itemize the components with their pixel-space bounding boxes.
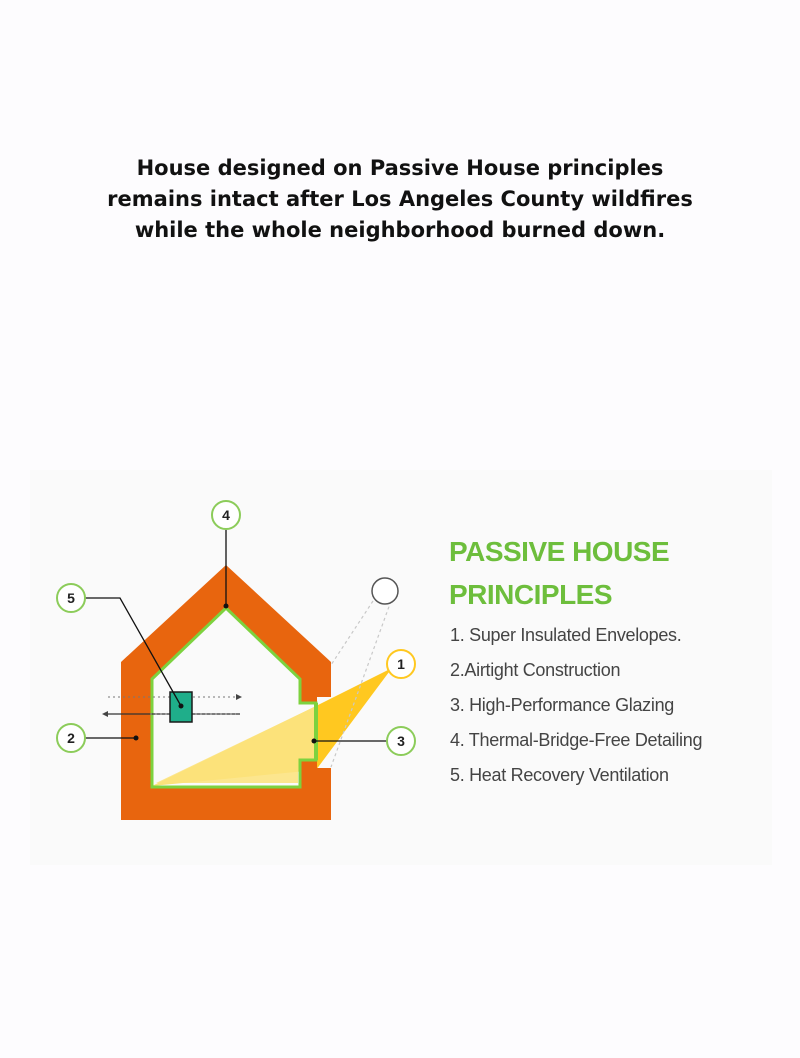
callout-number-1: 1 <box>397 656 405 672</box>
faint-sun-ray-top <box>331 601 373 665</box>
principles-title-line-2: PRINCIPLES <box>449 579 613 610</box>
principle-item-3: 3. High-Performance Glazing <box>450 695 675 715</box>
callout-number-2: 2 <box>67 730 75 746</box>
principles-title-line-1: PASSIVE HOUSE <box>449 536 670 567</box>
caption-line-2: remains intact after Los Angeles County wildfires <box>107 187 693 211</box>
leader-dot-4 <box>224 604 229 609</box>
caption-line-1: House designed on Passive House principles <box>136 156 664 180</box>
callout-number-4: 4 <box>222 507 230 523</box>
caption-line-3: while the whole neighborhood burned down. <box>134 218 666 242</box>
faint-sun-icon <box>372 578 398 604</box>
callout-number-3: 3 <box>397 733 405 749</box>
principles-title <box>449 530 669 616</box>
callout-number-5: 5 <box>67 590 75 606</box>
leader-dot-5 <box>179 704 184 709</box>
principle-item-4: 4. Thermal-Bridge-Free Detailing <box>450 730 703 750</box>
callout-5 <box>57 584 85 612</box>
principle-item-5: 5. Heat Recovery Ventilation <box>450 765 669 785</box>
callout-4 <box>212 501 240 529</box>
leader-dot-3 <box>312 739 317 744</box>
principles-list <box>450 618 702 793</box>
callout-3 <box>387 727 415 755</box>
air-arrow-middle <box>102 711 108 717</box>
leader-dot-2 <box>134 736 139 741</box>
callout-2 <box>57 724 85 752</box>
principle-item-2: 2.Airtight Construction <box>450 660 621 680</box>
air-arrow-top <box>236 694 242 700</box>
callout-1 <box>387 650 415 678</box>
principle-item-1: 1. Super Insulated Envelopes. <box>450 625 682 645</box>
